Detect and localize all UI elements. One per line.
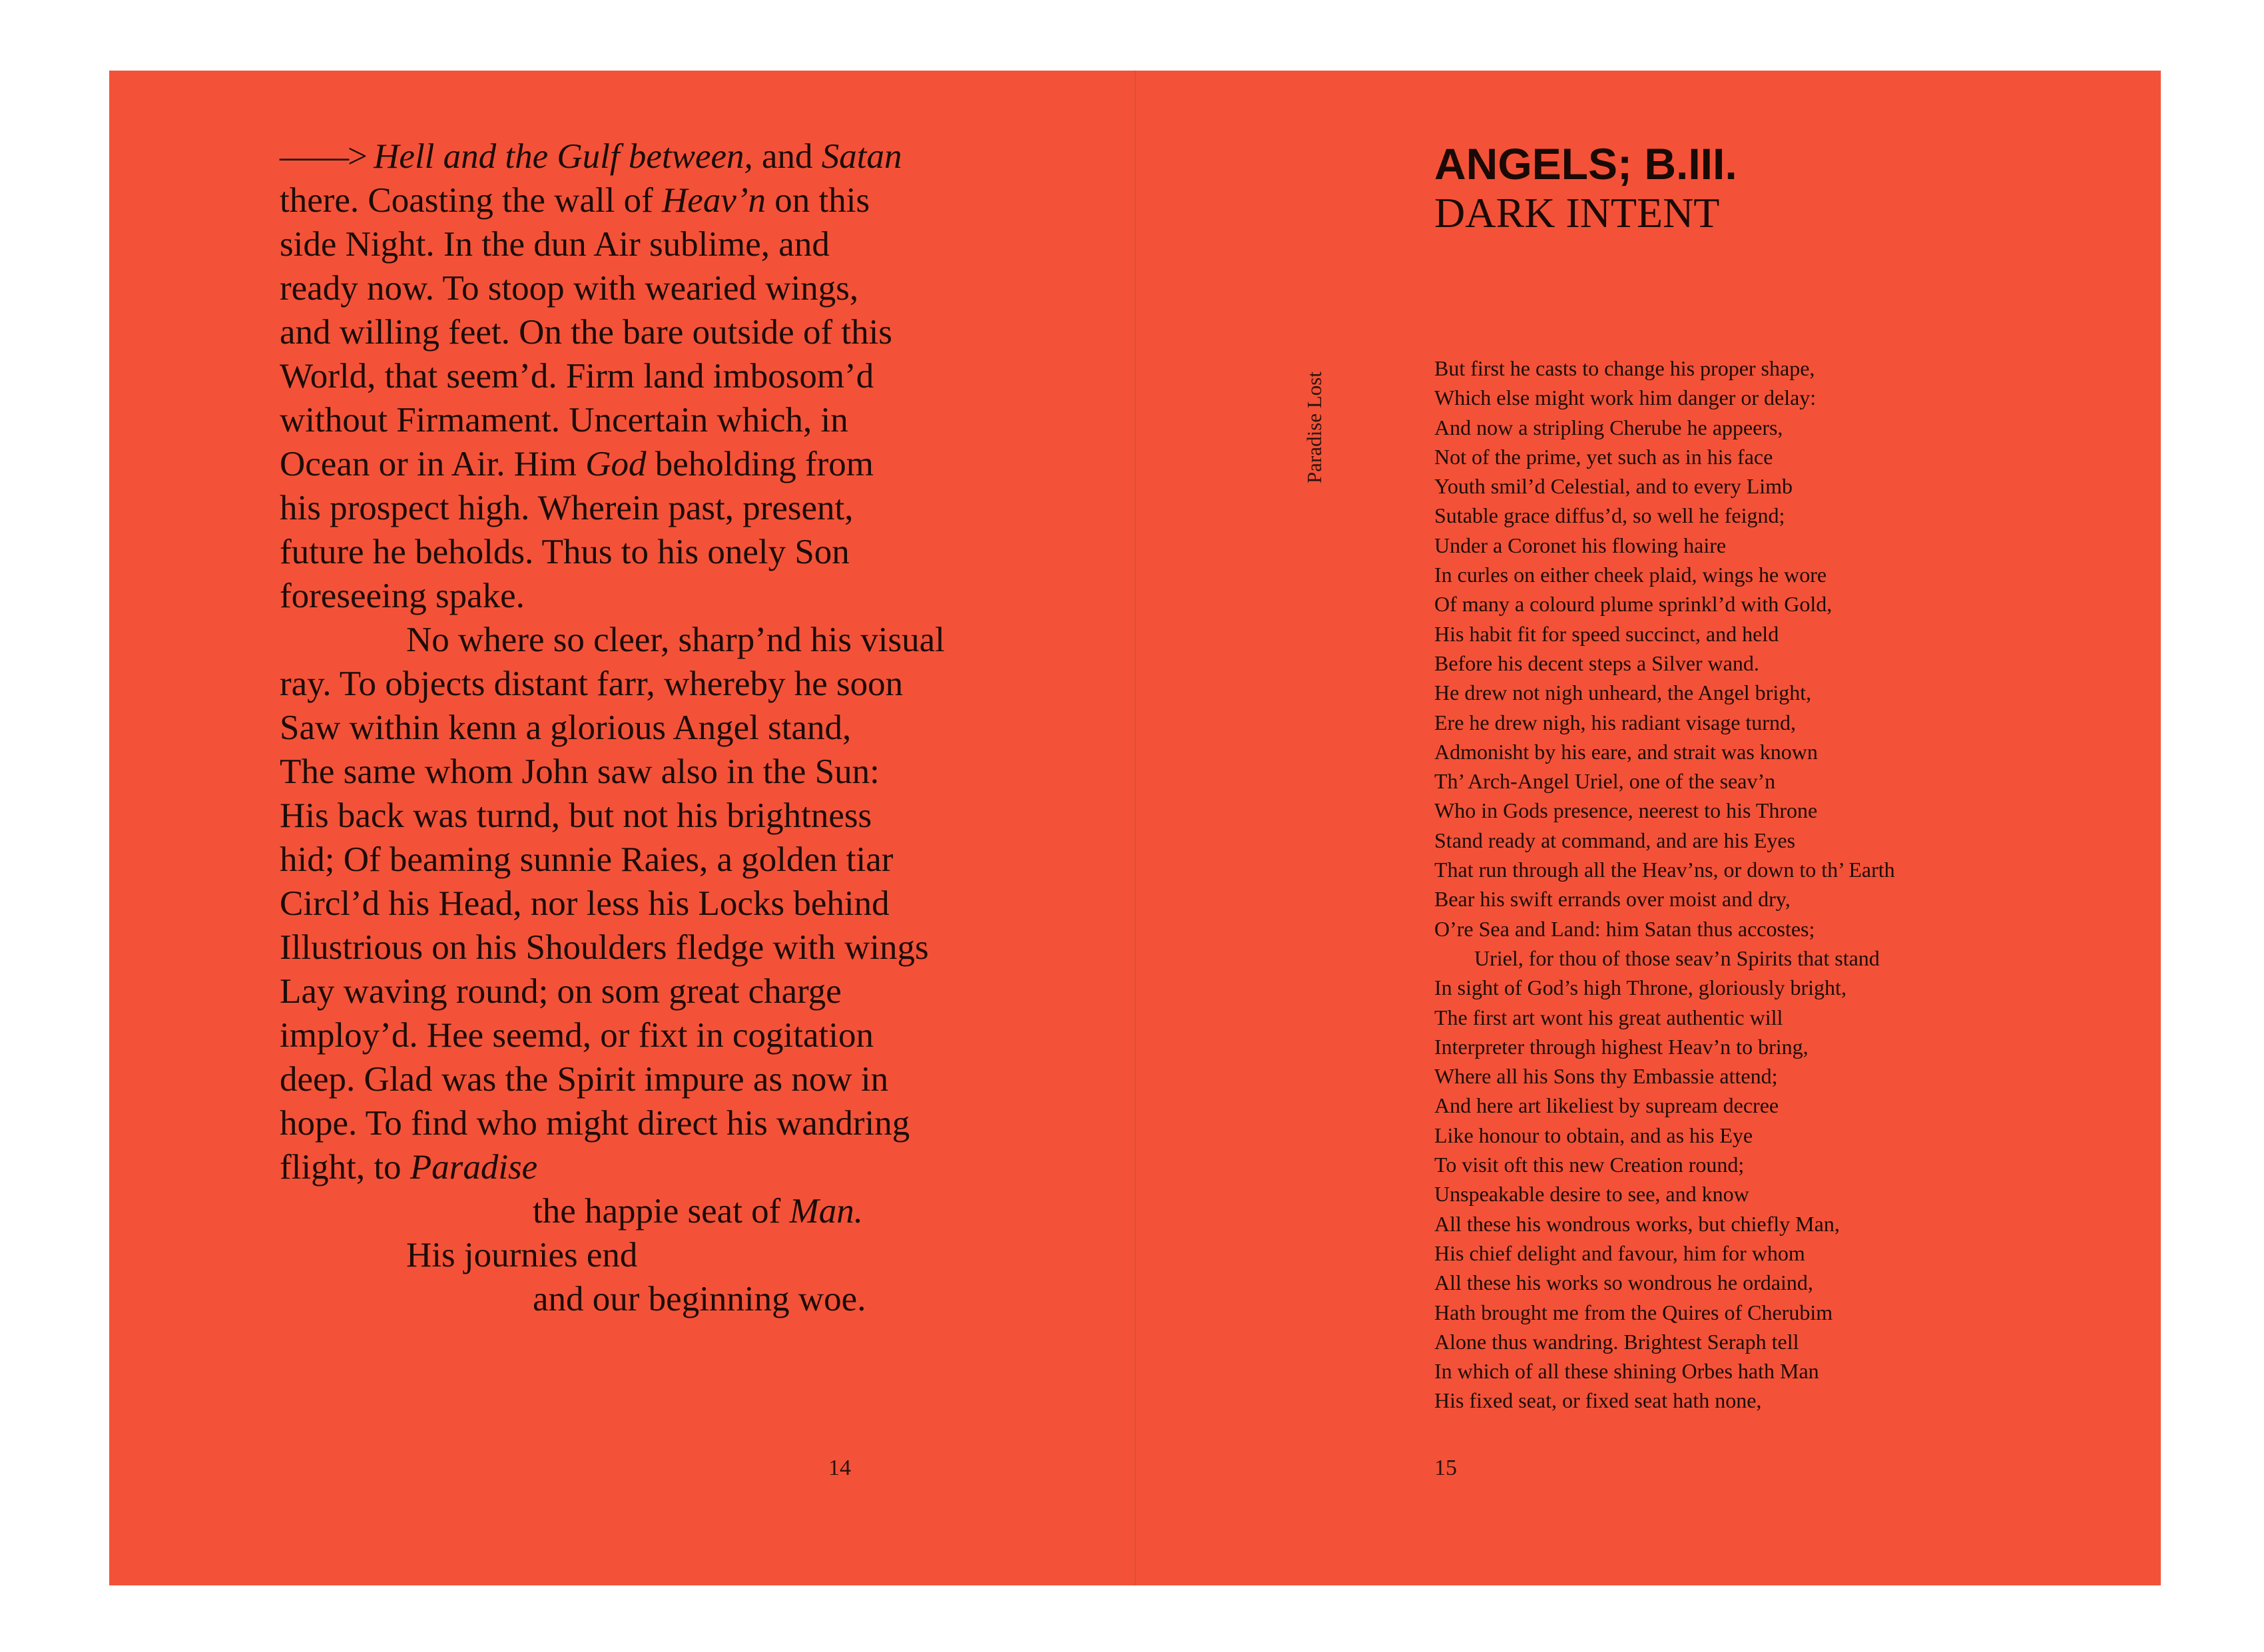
- poem-line: Before his decent steps a Silver wand.: [1434, 651, 1759, 675]
- text-line: [280, 706, 1099, 750]
- text-segment: the happie seat of: [533, 1192, 790, 1231]
- italic-text: Paradise: [410, 1148, 538, 1187]
- poem-line: Youth smil’d Celestial, and to every Limb: [1434, 474, 1793, 499]
- text-segment: foreseeing spake.: [280, 577, 525, 615]
- left-page-number: 14: [828, 1456, 851, 1480]
- text-segment: on this: [766, 181, 870, 220]
- text-segment: Ocean or in Air. Him: [280, 445, 586, 483]
- text-segment: hope. To find who might direct his wandring: [280, 1104, 910, 1143]
- poem-line: In which of all these shining Orbes hath Man: [1434, 1359, 1819, 1384]
- text-segment: there. Coasting the wall of: [280, 181, 663, 220]
- text-line: [280, 1013, 1099, 1057]
- poem-line: Interpreter through highest Heav’n to bring,: [1434, 1034, 1809, 1059]
- poem-line: Where all his Sons thy Embassie attend;: [1434, 1064, 1778, 1089]
- poem-line: Who in Gods presence, neerest to his Throne: [1434, 798, 1818, 823]
- text-line: [280, 926, 1099, 969]
- poem-line: The first art wont his great authentic will: [1434, 1005, 1783, 1029]
- poem-line: Alone thus wandring. Brightest Seraph tell: [1434, 1329, 1799, 1354]
- poem-line: Th’ Arch-Angel Uriel, one of the seav’n: [1434, 769, 1776, 794]
- text-line: [280, 135, 1099, 178]
- text-line: [280, 794, 1099, 838]
- poem-line: Unspeakable desire to see, and know: [1434, 1182, 1749, 1207]
- poem-line: O’re Sea and Land: him Satan thus accostes;: [1434, 916, 1815, 941]
- text-line: [280, 618, 1099, 662]
- poem-line: His chief delight and favour, him for whom: [1434, 1240, 1805, 1265]
- poem-line: His habit fit for speed succinct, and held: [1434, 621, 1779, 646]
- poem-line: But first he casts to change his proper shape,: [1434, 356, 1815, 380]
- text-line: [280, 398, 1099, 442]
- right-page: [1136, 71, 2161, 1585]
- poem-line: And now a stripling Cherube he appeers,: [1434, 415, 1783, 439]
- poem-line: That run through all the Heav’ns, or down to th’ Earth: [1434, 858, 1895, 882]
- left-page: [109, 71, 1135, 1585]
- text-line: [280, 750, 1099, 794]
- text-segment: Lay waving round; on som great charge: [280, 972, 842, 1011]
- italic-text: Man.: [789, 1192, 863, 1231]
- text-line: [280, 1145, 1099, 1189]
- text-segment: Saw within kenn a glorious Angel stand,: [280, 708, 852, 747]
- poem-line: Bear his swift errands over moist and dry,: [1434, 887, 1791, 912]
- text-line: [280, 1277, 1099, 1321]
- text-line: [280, 1057, 1099, 1101]
- italic-text: Heav’n: [662, 181, 766, 220]
- poem-line: Uriel, for thou of those seav’n Spirits that stand: [1474, 946, 1880, 970]
- text-line: [280, 530, 1099, 574]
- text-segment: No where so cleer, sharp’nd his visual: [406, 621, 945, 659]
- text-line: [280, 969, 1099, 1013]
- italic-text: Hell and the Gulf between,: [374, 137, 753, 176]
- text-line: [280, 882, 1099, 926]
- text-segment: his prospect high. Wherein past, present,: [280, 489, 854, 527]
- poem-line: Like honour to obtain, and as his Eye: [1434, 1123, 1753, 1147]
- text-segment: without Firmament. Uncertain which, in: [280, 401, 848, 439]
- text-segment: The same whom John saw also in the Sun:: [280, 752, 880, 791]
- poem-line: He drew not nigh unheard, the Angel bright,: [1434, 681, 1812, 705]
- text-segment: hid; Of beaming sunnie Raies, a golden tiar: [280, 840, 894, 879]
- poem-line: Stand ready at command, and are his Eyes: [1434, 828, 1796, 852]
- book-spread: [109, 71, 2161, 1585]
- poem-line: In curles on either cheek plaid, wings he wore: [1434, 563, 1827, 587]
- text-segment: Illustrious on his Shoulders fledge with wings: [280, 928, 929, 967]
- text-segment: World, that seem’d. Firm land imbosom’d: [280, 357, 874, 396]
- text-line: [280, 486, 1099, 530]
- poem-line: And here art likeliest by supream decree: [1434, 1093, 1779, 1118]
- text-line: [280, 266, 1099, 310]
- text-segment: Circl’d his Head, nor less his Locks behind: [280, 884, 890, 923]
- poem-line: Admonisht by his eare, and strait was known: [1434, 739, 1818, 764]
- poem-line: Under a Coronet his flowing haire: [1434, 533, 1727, 557]
- text-segment: and: [752, 137, 822, 176]
- poem-line: Ere he drew nigh, his radiant visage turnd,: [1434, 710, 1796, 734]
- text-segment: side Night. In the dun Air sublime, and: [280, 225, 830, 264]
- poem-line: Which else might work him danger or delay:: [1434, 386, 1817, 410]
- running-head: Paradise Lost: [1302, 372, 1326, 483]
- text-segment: flight, to: [280, 1148, 410, 1187]
- text-line: [280, 1233, 1099, 1277]
- poem-line: All these his works so wondrous he ordaind,: [1434, 1270, 1813, 1295]
- text-line: [280, 574, 1099, 618]
- text-line: [280, 442, 1099, 486]
- text-segment: beholding from: [646, 445, 874, 483]
- text-segment: ——>: [280, 137, 374, 176]
- italic-text: God: [585, 445, 647, 483]
- text-segment: future he beholds. Thus to his onely Son: [280, 533, 850, 571]
- text-line: [280, 838, 1099, 882]
- poem-line: Hath brought me from the Quires of Cherubim: [1434, 1300, 1833, 1324]
- poem-line: Not of the prime, yet such as in his face: [1434, 444, 1773, 469]
- text-segment: His journies end: [406, 1236, 638, 1274]
- italic-text: Satan: [821, 137, 902, 176]
- text-segment: and willing feet. On the bare outside of this: [280, 313, 892, 352]
- poem-text: [1434, 354, 2100, 1416]
- text-segment: ready now. To stoop with wearied wings,: [280, 269, 859, 308]
- text-line: [280, 1101, 1099, 1145]
- text-line: [280, 1189, 1099, 1233]
- poem-line: His fixed seat, or fixed seat hath none,: [1434, 1388, 1762, 1413]
- poem-line: Of many a colourd plume sprinkl’d with Gold,: [1434, 592, 1833, 617]
- text-line: [280, 222, 1099, 266]
- poem-line: In sight of God’s high Throne, gloriously bright,: [1434, 975, 1846, 1000]
- text-segment: ray. To objects distant farr, whereby he soon: [280, 665, 904, 703]
- text-line: [280, 178, 1099, 222]
- right-page-number: 15: [1434, 1456, 1457, 1480]
- text-line: [280, 310, 1099, 354]
- text-line: [280, 662, 1099, 706]
- text-segment: and our beginning woe.: [533, 1280, 866, 1318]
- text-segment: deep. Glad was the Spirit impure as now in: [280, 1060, 889, 1099]
- poem-line: Sutable grace diffus’d, so well he feignd;: [1434, 503, 1785, 528]
- left-page-text: [280, 135, 1099, 1321]
- text-segment: imploy’d. Hee seemd, or fixt in cogitation: [280, 1016, 874, 1055]
- chapter-title: ANGELS; B.III.: [1434, 139, 1737, 188]
- chapter-subtitle: DARK INTENT: [1434, 189, 1720, 236]
- text-line: [280, 354, 1099, 398]
- poem-line: All these his wondrous works, but chiefly Man,: [1434, 1211, 1840, 1236]
- poem-line: To visit oft this new Creation round;: [1434, 1153, 1745, 1177]
- text-segment: His back was turnd, but not his brightness: [280, 796, 872, 835]
